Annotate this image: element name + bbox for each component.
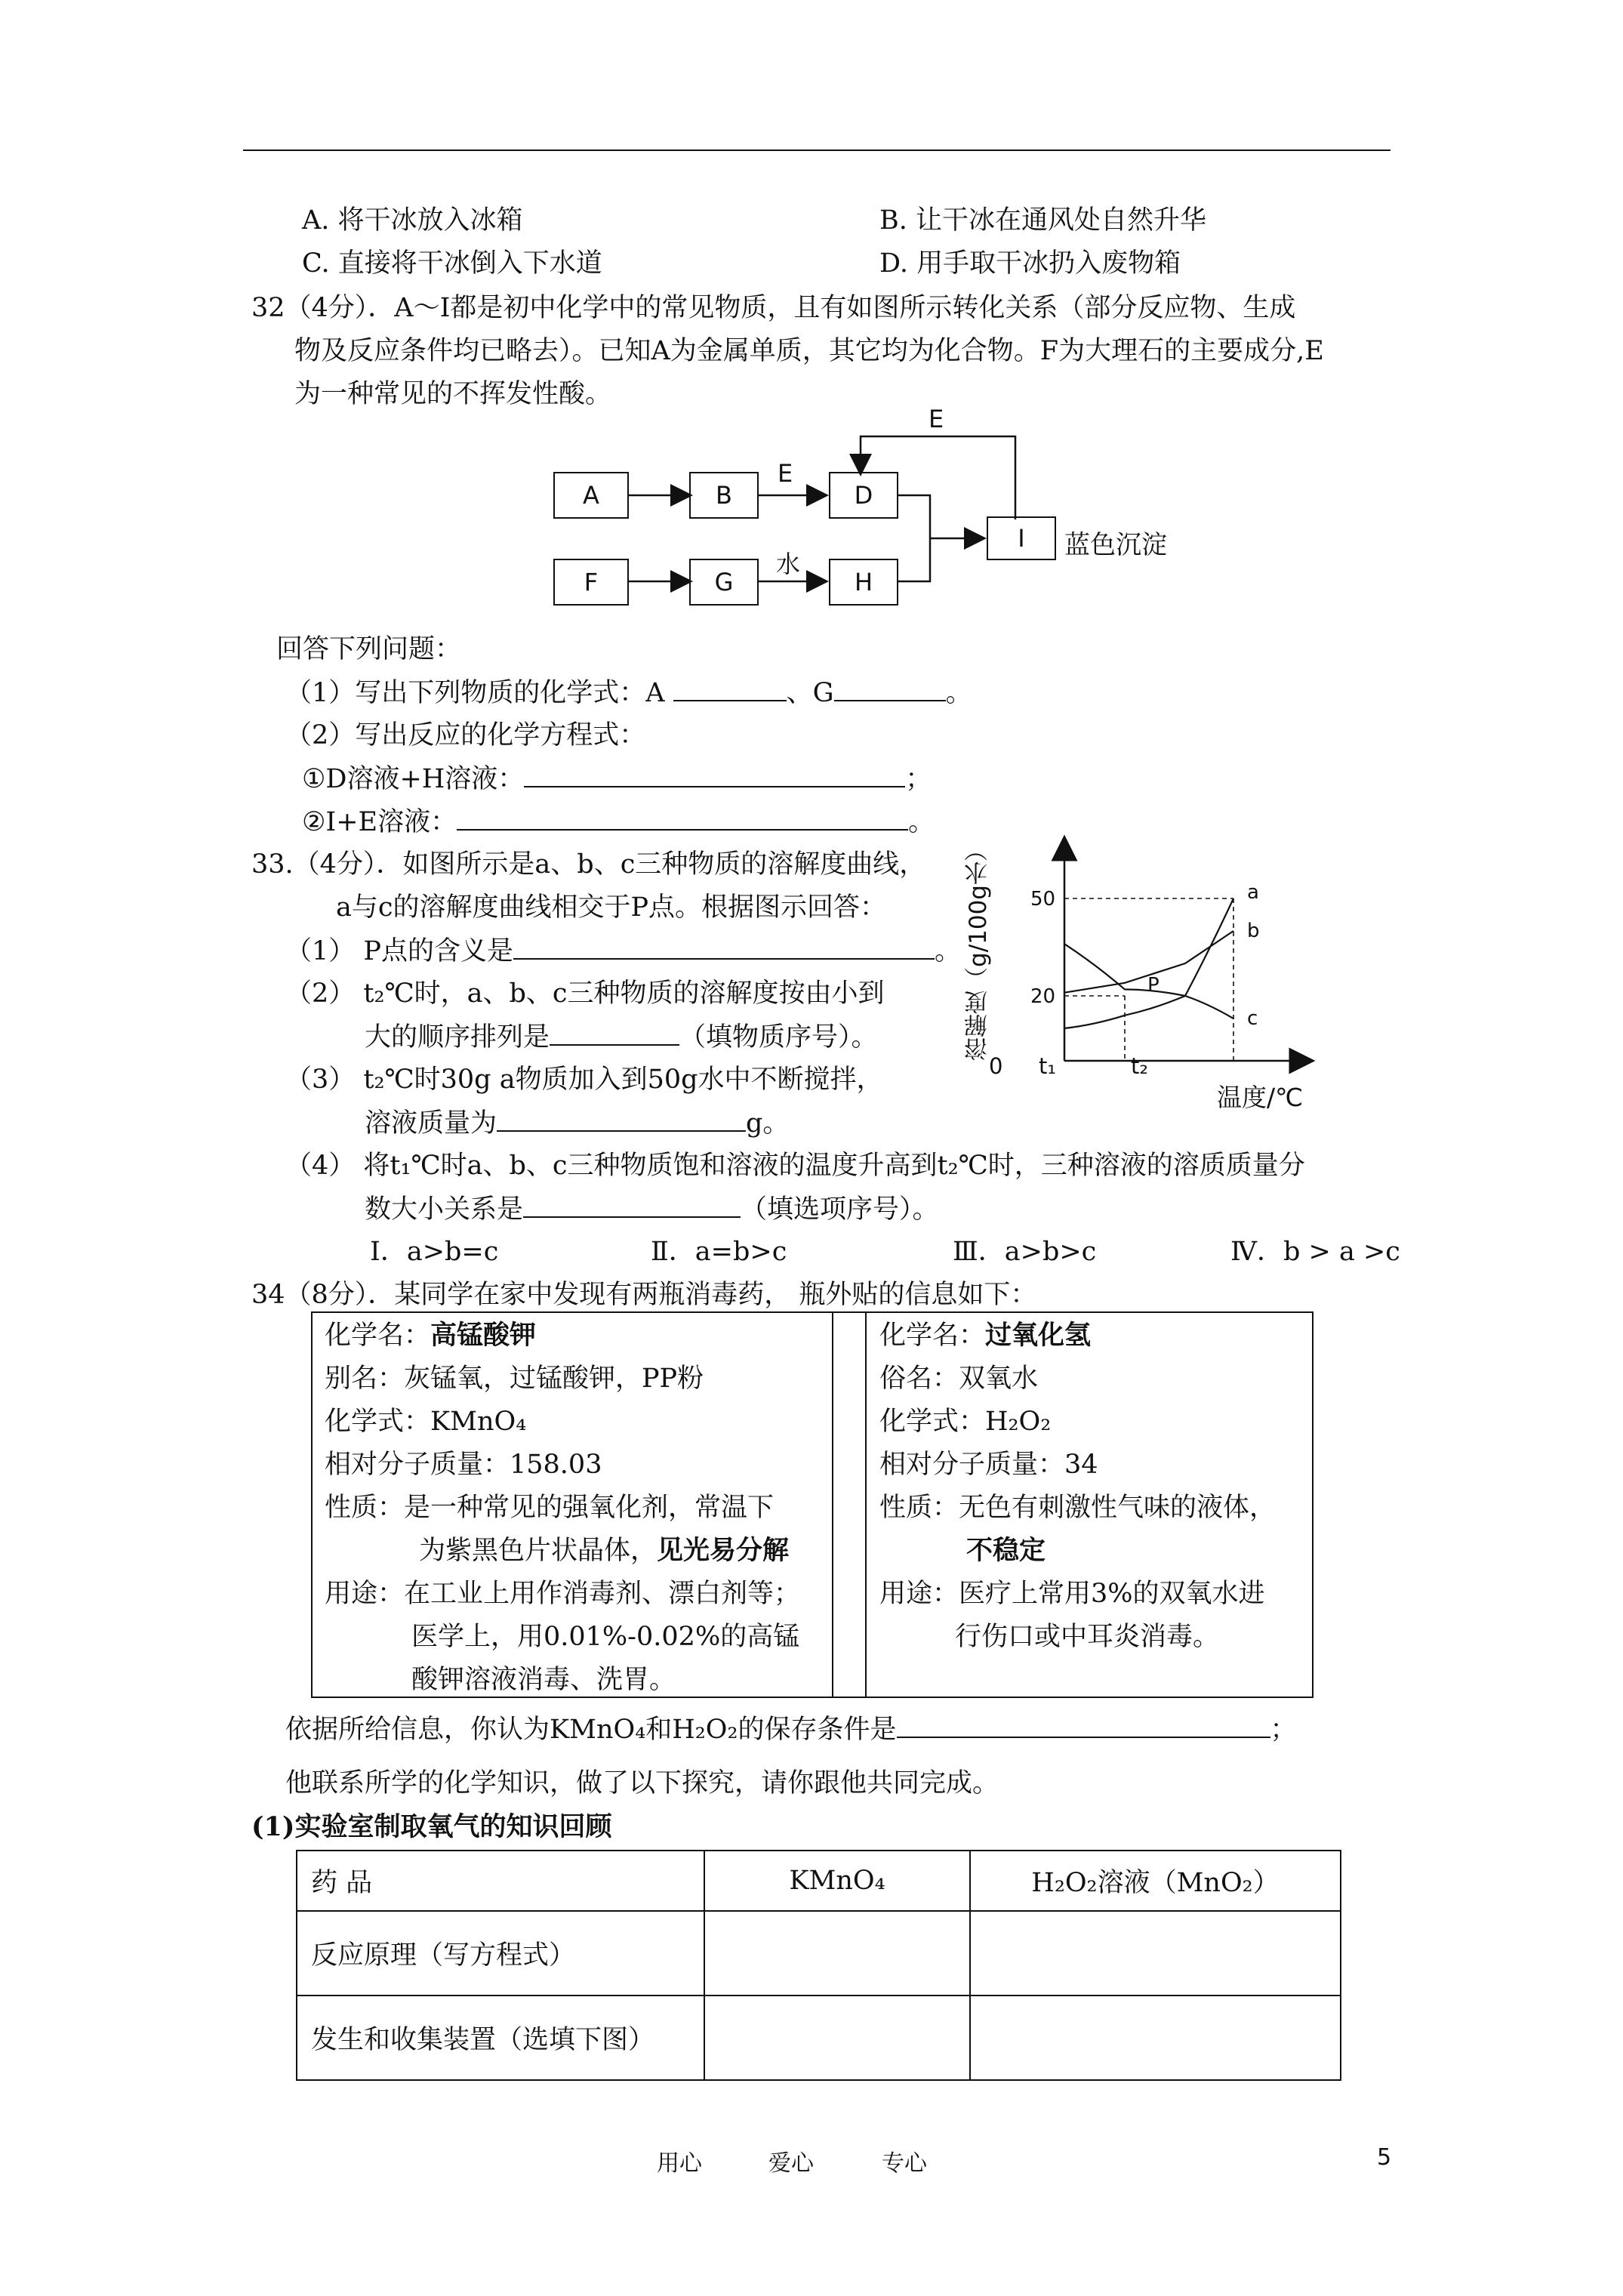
q32-stem-line1: 32（4分）．A～I都是初中化学中的常见物质，且有如图所示转化关系（部分反应物、生成	[251, 293, 1296, 323]
series-label-c: c	[1247, 1007, 1258, 1031]
q33-part1: （1） P点的含义是 。	[285, 934, 961, 968]
label-e-bd: E	[778, 459, 793, 488]
series-label-b: b	[1247, 920, 1260, 942]
table-row-apparatus: 发生和收集装置（选填下图）	[297, 1996, 704, 2080]
q34-stem: 34（8分）．某同学在家中发现有两瓶消毒药， 瓶外贴的信息如下：	[251, 1280, 1037, 1310]
q32-stem-line3: 为一种常见的不挥发性酸。	[294, 379, 612, 409]
label-water: 水	[776, 550, 801, 578]
sub-heading-oxygen: (1)实验室制取氧气的知识回顾	[251, 1811, 612, 1842]
answer-blank-fraction[interactable]	[523, 1192, 741, 1218]
option-c: C. 直接将干冰倒入下水道	[302, 248, 602, 279]
page-number: 5	[1377, 2144, 1392, 2171]
series-label-a: a	[1247, 881, 1259, 904]
option-d: D. 用手取干冰扔入废物箱	[879, 248, 1181, 279]
node-h: H	[829, 559, 898, 606]
q33-part4a: （4） 将t₁℃时a、b、c三种物质饱和溶液的温度升高到t₂℃时，三种溶液的溶质质量分	[285, 1151, 1305, 1181]
table-cell-empty[interactable]	[704, 1911, 970, 1996]
q33-option-1: Ⅰ．a>b=c	[370, 1237, 499, 1267]
q33-stem1: 33.（4分）．如图所示是a、b、c三种物质的溶解度曲线，	[251, 849, 926, 880]
x-axis-label: 温度/℃	[1217, 1083, 1304, 1112]
q33-option-2: Ⅱ．a=b>c	[651, 1237, 787, 1267]
answer-blank-order[interactable]	[550, 1020, 679, 1046]
option-a: A. 将干冰放入冰箱	[302, 205, 523, 236]
table-cell-empty[interactable]	[970, 1911, 1341, 1996]
table-header-h2o2: H₂O₂溶液（MnO₂）	[970, 1851, 1341, 1911]
footer-motto-1: 用心	[657, 2150, 702, 2177]
flow-arrows	[0, 0, 1623, 642]
answer-blank-p[interactable]	[513, 934, 935, 960]
node-g: G	[689, 559, 759, 606]
node-b: B	[689, 472, 759, 519]
x-tick-t2: t₂	[1131, 1053, 1148, 1079]
node-d: D	[829, 472, 898, 519]
q33-part3b: 溶液质量为 g。	[365, 1106, 789, 1140]
oxygen-table	[296, 1850, 1341, 2081]
table-header-reagent: 药 品	[297, 1851, 704, 1911]
explore-text: 他联系所学的化学知识，做了以下探究，请你跟他共同完成。	[285, 1768, 999, 1798]
footer-motto-2: 爱心	[768, 2150, 814, 2177]
label-e-top: E	[929, 405, 944, 433]
table-cell-empty[interactable]	[704, 1996, 970, 2080]
table-row	[297, 1851, 1341, 1911]
storage-question: 依据所给信息，你认为KMnO₄和H₂O₂的保存条件是 ；	[285, 1712, 1297, 1746]
q32-part2: （2）写出反应的化学方程式：	[285, 720, 646, 750]
answer-blank-eq1[interactable]	[524, 762, 905, 787]
option-b: B. 让干冰在通风处自然升华	[879, 205, 1206, 236]
q33-stem2: a与c的溶解度曲线相交于P点。根据图示回答：	[336, 892, 887, 923]
y-tick-20: 20	[1030, 985, 1056, 1008]
q33-part3a: （3） t₂℃时30g a物质加入到50g水中不断搅拌，	[285, 1065, 883, 1095]
table-header-kmno4: KMnO₄	[704, 1851, 970, 1911]
node-f: F	[553, 559, 629, 606]
table-row	[297, 1996, 1341, 2080]
q33-part2b: 大的顺序排列是 （填物质序号）。	[365, 1020, 878, 1054]
box-divider	[832, 1313, 867, 1697]
answer-blank-g[interactable]	[834, 676, 946, 701]
q33-part2a: （2） t₂℃时，a、b、c三种物质的溶解度按由小到	[285, 978, 885, 1009]
y-tick-50: 50	[1030, 888, 1056, 911]
label-blue-precipitate: 蓝色沉淀	[1064, 530, 1167, 560]
x-tick-t1: t₁	[1039, 1053, 1056, 1079]
node-i: I	[987, 516, 1056, 560]
curve-a	[1064, 898, 1233, 1028]
q33-option-4: Ⅳ．b > a >c	[1230, 1237, 1400, 1267]
q33-part4b: 数大小关系是 （填选项序号）。	[365, 1192, 939, 1226]
table-cell-empty[interactable]	[970, 1996, 1341, 2080]
q32-part2-2: ②I+E溶液： 。	[302, 805, 935, 839]
q32-part1: （1）写出下列物质的化学式：A 、G 。	[285, 676, 972, 710]
footer-motto-3: 专心	[882, 2150, 927, 2177]
answer-blank-eq2[interactable]	[457, 805, 908, 831]
q32-stem-line2: 物及反应条件均已略去）。已知A为金属单质，其它均为化合物。F为大理石的主要成分,E	[294, 336, 1324, 366]
table-row-principle: 反应原理（写方程式）	[297, 1911, 704, 1996]
x-tick-0: 0	[989, 1053, 1003, 1079]
q32-part2-1: ①D溶液+H溶液： ；	[302, 762, 932, 796]
answer-blank-a[interactable]	[673, 676, 787, 701]
q33-option-3: Ⅲ．a>b>c	[953, 1237, 1097, 1267]
point-p-label: P	[1147, 974, 1160, 997]
answer-blank-storage[interactable]	[897, 1712, 1270, 1738]
table-row	[297, 1911, 1341, 1996]
y-axis-label: 溶解度（g/100g水）	[965, 838, 992, 1061]
node-a: A	[553, 472, 629, 519]
answer-blank-mass[interactable]	[497, 1106, 746, 1132]
answer-intro: 回答下列问题：	[276, 634, 462, 664]
